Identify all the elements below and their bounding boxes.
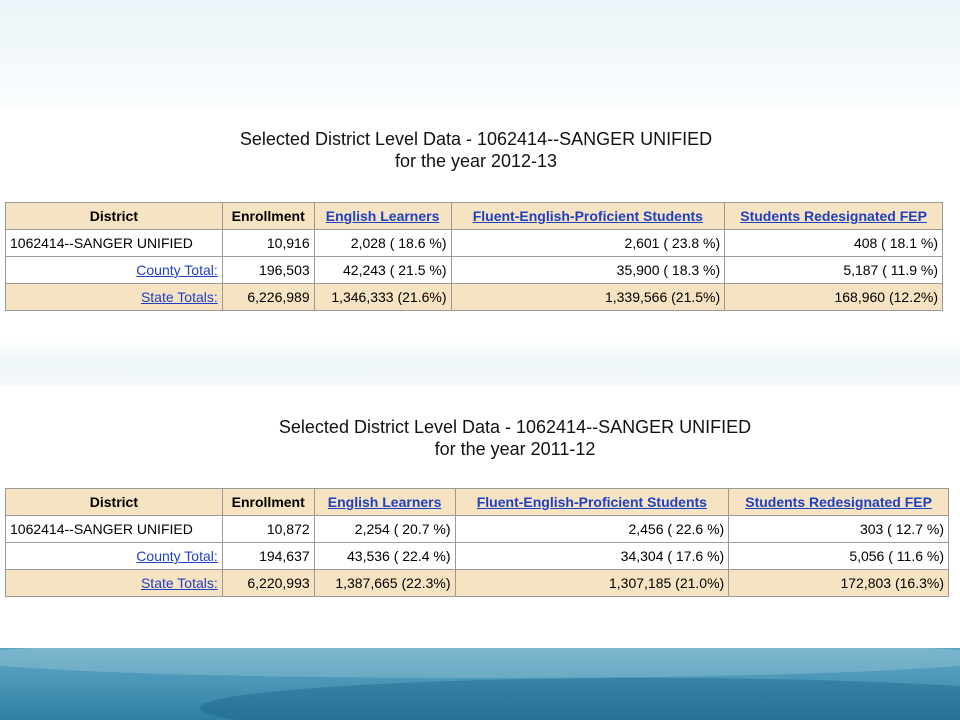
county-total-cell: [6, 257, 223, 284]
rfep-cell: 5,056 ( 11.6 %): [729, 543, 949, 570]
report-panel-2011-12: [0, 386, 960, 648]
english-learners-cell: 1,346,333 (21.6%): [314, 284, 451, 311]
fep-cell: 34,304 ( 17.6 %): [455, 543, 729, 570]
rfep-cell: 168,960 (12.2%): [725, 284, 943, 311]
district-data-table: [5, 202, 943, 311]
state-totals-cell: [6, 570, 223, 597]
english-learners-cell: 1,387,665 (22.3%): [314, 570, 455, 597]
enrollment-cell: 196,503: [222, 257, 314, 284]
county-total-link[interactable]: County Total:: [136, 262, 218, 278]
english-learners-link[interactable]: English Learners: [325, 208, 440, 224]
decorative-wave: [200, 678, 960, 720]
header-english-learners: [314, 489, 455, 516]
state-totals-cell: [6, 284, 223, 311]
report-title-line1: Selected District Level Data - 1062414--SANGER UNIFIED: [239, 129, 713, 149]
header-district: District: [6, 489, 223, 516]
rfep-cell: 5,187 ( 11.9 %): [725, 257, 943, 284]
rfep-cell: 172,803 (16.3%): [729, 570, 949, 597]
enrollment-cell: 6,220,993: [222, 570, 314, 597]
enrollment-cell: 194,637: [222, 543, 314, 570]
english-learners-cell: 43,536 ( 22.4 %): [314, 543, 455, 570]
slide-bottom-band: [0, 648, 960, 720]
state-totals-link[interactable]: State Totals:: [140, 289, 218, 305]
header-fep: [451, 203, 725, 230]
rfep-cell: 303 ( 12.7 %): [729, 516, 949, 543]
fep-cell: 2,601 ( 23.8 %): [451, 230, 725, 257]
county-total-cell: [6, 543, 223, 570]
redesignated-fep-link[interactable]: Students Redesignated FEP: [745, 494, 932, 510]
fep-cell: 35,900 ( 18.3 %): [451, 257, 725, 284]
table-row: [6, 257, 943, 284]
fep-students-link[interactable]: Fluent-English-Proficient Students: [472, 208, 703, 224]
slide-divider-band: [0, 340, 960, 386]
english-learners-cell: 42,243 ( 21.5 %): [314, 257, 451, 284]
header-district: District: [6, 203, 223, 230]
district-name-cell: 1062414--SANGER UNIFIED: [6, 230, 223, 257]
enrollment-cell: 10,916: [222, 230, 314, 257]
state-totals-link[interactable]: State Totals:: [140, 575, 218, 591]
report-title-line1: Selected District Level Data - 1062414--SANGER UNIFIED: [278, 417, 752, 437]
header-fep: [455, 489, 729, 516]
table-row: [6, 516, 949, 543]
table-header-row: [6, 489, 949, 516]
slide-top-band: [0, 0, 960, 108]
table-row: [6, 284, 943, 311]
report-title-line2: for the year 2011-12: [434, 439, 596, 459]
report-title: [0, 108, 960, 172]
header-enrollment: Enrollment: [222, 489, 314, 516]
english-learners-cell: 2,254 ( 20.7 %): [314, 516, 455, 543]
decorative-wave: [0, 648, 960, 678]
county-total-link[interactable]: County Total:: [136, 548, 218, 564]
enrollment-cell: 6,226,989: [222, 284, 314, 311]
rfep-cell: 408 ( 18.1 %): [725, 230, 943, 257]
district-data-table: [5, 488, 949, 597]
redesignated-fep-link[interactable]: Students Redesignated FEP: [740, 208, 927, 224]
fep-cell: 1,307,185 (21.0%): [455, 570, 729, 597]
table-row: [6, 230, 943, 257]
english-learners-link[interactable]: English Learners: [327, 494, 442, 510]
header-english-learners: [314, 203, 451, 230]
report-title: [70, 386, 752, 459]
report-title-line2: for the year 2012-13: [394, 151, 558, 171]
english-learners-cell: 2,028 ( 18.6 %): [314, 230, 451, 257]
fep-cell: 1,339,566 (21.5%): [451, 284, 725, 311]
table-row: [6, 570, 949, 597]
fep-students-link[interactable]: Fluent-English-Proficient Students: [476, 494, 707, 510]
fep-cell: 2,456 ( 22.6 %): [455, 516, 729, 543]
header-rfep: [729, 489, 949, 516]
report-panel-2012-13: [0, 108, 960, 340]
table-header-row: [6, 203, 943, 230]
header-enrollment: Enrollment: [222, 203, 314, 230]
district-name-cell: 1062414--SANGER UNIFIED: [6, 516, 223, 543]
table-row: [6, 543, 949, 570]
enrollment-cell: 10,872: [222, 516, 314, 543]
header-rfep: [725, 203, 943, 230]
